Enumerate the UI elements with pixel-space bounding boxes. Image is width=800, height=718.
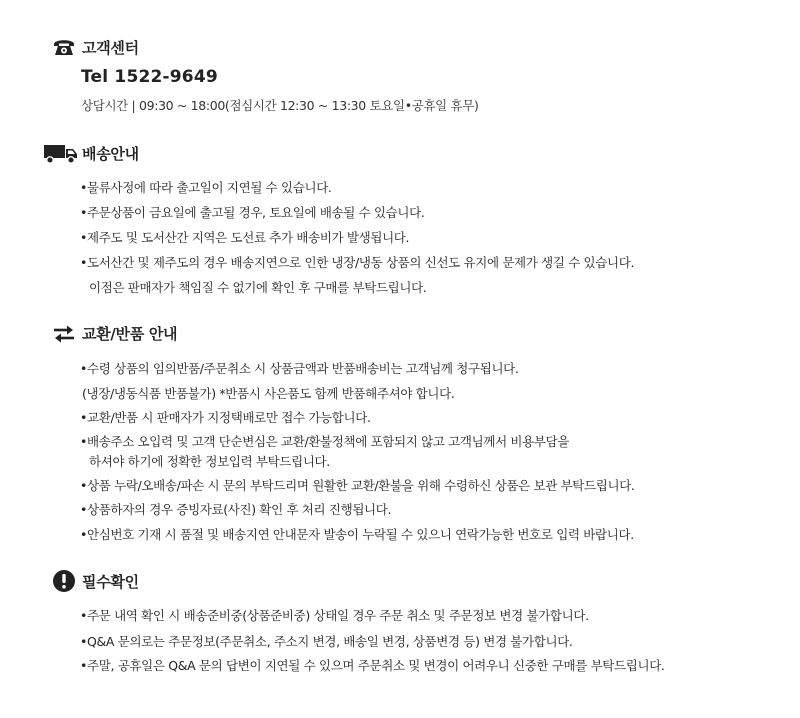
telephone-icon [52,36,76,58]
required-header [52,569,139,593]
required-title: 필수확인 [82,572,139,591]
truck-icon [44,144,78,164]
customer-center-header [52,36,139,58]
exclamation-circle-icon [52,569,76,593]
required-line-3: •주말, 공휴일은 Q&A 문의 답변이 지연될 수 있으며 주문취소 및 변경이 어려우니 신중한 구매를 부탁드립니다. [80,658,665,673]
exchange-line-3: •교환/반품 시 판매자가 지정택배로만 접수 가능합니다. [80,410,371,425]
delivery-line-3: •제주도 및 도서산간 지역은 도선료 추가 배송비가 발생됩니다. [80,230,410,245]
delivery-line-2: •주문상품이 금요일에 출고될 경우, 토요일에 배송될 수 있습니다. [80,205,425,220]
delivery-line-5: 이점은 판매자가 책임질 수 없기에 확인 후 구매를 부탁드립니다. [89,280,427,295]
required-line-1: •주문 내역 확인 시 배송준비중(상품준비중) 상태일 경우 주문 취소 및 주문정보 변경 불가합니다. [80,608,589,623]
exchange-line-2: (냉장/냉동식품 반품불가) *반품시 사은품도 함께 반품해주셔야 합니다. [82,386,455,401]
swap-arrows-icon [52,324,76,344]
exchange-header [52,323,177,344]
exchange-line-8: •안심번호 기재 시 품절 및 배송지연 안내문자 발송이 누락될 수 있으니 연락가능한 번호로 입력 바랍니다. [80,527,634,542]
exchange-line-1: •수령 상품의 임의반품/주문취소 시 상품금액과 반품배송비는 고객님께 청구됩니다. [80,361,519,376]
delivery-title: 배송안내 [82,145,139,163]
exchange-line-6: •상품 누락/오배송/파손 시 문의 부탁드리며 원활한 교환/환불을 위해 수령하신 상품은 보관 부탁드립니다. [80,478,635,493]
exchange-line-5: 하셔야 하기에 정확한 정보입력 부탁드립니다. [89,454,330,469]
exchange-title: 교환/반품 안내 [82,325,178,343]
exchange-line-7: •상품하자의 경우 증빙자료(사진) 확인 후 처리 진행됩니다. [80,502,392,517]
delivery-header [44,143,139,164]
customer-center-title: 고객센터 [82,38,139,57]
required-line-2: •Q&A 문의로는 주문정보(주문취소, 주소지 변경, 배송일 변경, 상품변경 등) 변경 불가합니다. [80,634,573,649]
delivery-line-1: •물류사정에 따라 출고일이 지연될 수 있습니다. [80,180,332,195]
exchange-line-4: •배송주소 오입력 및 고객 단순변심은 교환/환불정책에 포함되지 않고 고객님께서 비용부담을 [80,434,570,449]
delivery-line-4: •도서산간 및 제주도의 경우 배송지연으로 인한 냉장/냉동 상품의 신선도 유지에 문제가 생길 수 있습니다. [80,255,635,270]
phone-number: Tel 1522-9649 [81,67,218,87]
business-hours: 상담시간 | 09:30 ~ 18:00(점심시간 12:30 ~ 13:30 토요일•공휴일 휴무) [81,98,479,113]
